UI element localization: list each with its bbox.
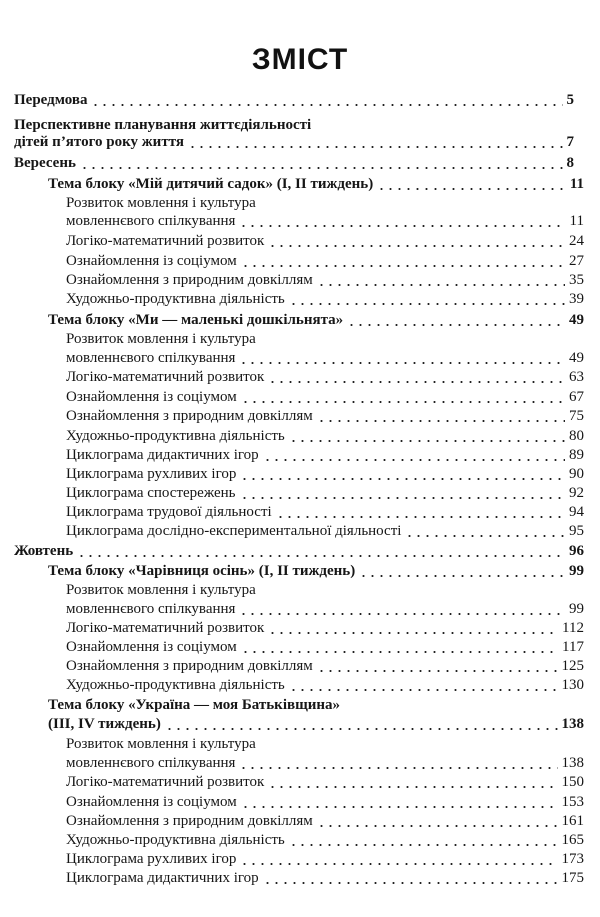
dot-leader <box>317 824 558 828</box>
toc-entry-title: Ознайомлення з природним довкіллям <box>66 813 313 829</box>
toc-entry-page: 27 <box>569 253 584 269</box>
toc-entry <box>66 521 584 541</box>
toc-entry-page: 175 <box>561 870 584 886</box>
dot-leader <box>240 477 565 481</box>
toc-entry-title: Передмова <box>14 92 88 108</box>
toc-entry-line <box>66 734 256 754</box>
toc-entry-title: Жовтень <box>14 543 74 559</box>
toc-entry <box>66 599 584 619</box>
toc-entry-page: 95 <box>569 523 584 539</box>
toc-entry-title: Циклограма спостережень <box>66 485 236 501</box>
toc-entry-title: Логіко-математичний розвиток <box>66 620 265 636</box>
toc-entry-page: 117 <box>562 639 584 655</box>
toc-entry-page: 90 <box>569 466 584 482</box>
toc-entry-title: Ознайомлення із соціумом <box>66 794 237 810</box>
toc-entry-title: Художньо-продуктивна діяльність <box>66 832 285 848</box>
dot-leader <box>241 805 558 809</box>
dot-leader <box>263 458 565 462</box>
toc-entry-title: Логіко-математичний розвиток <box>66 369 265 385</box>
dot-leader <box>239 361 565 365</box>
toc-entry-title: Вересень <box>14 155 76 171</box>
dot-leader <box>317 419 565 423</box>
toc-entry-title: мовленнєвого спілкування <box>66 213 236 229</box>
dot-leader <box>359 574 565 578</box>
dot-leader <box>347 323 565 327</box>
toc-entry-page: 39 <box>569 291 584 307</box>
toc-entry <box>66 387 584 407</box>
toc-entry-line <box>66 329 256 349</box>
toc-entry <box>66 772 584 792</box>
toc-entry <box>66 270 584 290</box>
toc-entry-page: 165 <box>561 832 584 848</box>
toc-entry <box>14 132 574 152</box>
toc-entry-title: Ознайомлення з природним довкіллям <box>66 658 313 674</box>
toc-entry-page: 67 <box>569 389 584 405</box>
toc-entry-page: 49 <box>569 312 584 328</box>
dot-leader <box>239 766 557 770</box>
toc-entry <box>66 675 584 695</box>
toc-entry <box>48 174 584 194</box>
toc-entry-page: 11 <box>569 176 584 192</box>
toc-entry <box>14 90 574 110</box>
toc-entry-title: Тема блоку «Україна — моя Батьківщина» <box>48 697 341 713</box>
dot-leader <box>80 166 563 170</box>
dot-leader <box>289 688 558 692</box>
toc-entry-line <box>66 580 256 600</box>
toc-entry-title: мовленнєвого спілкування <box>66 601 236 617</box>
toc-entry-title: Тема блоку «Ми — маленькі дошкільнята» <box>48 312 344 328</box>
dot-leader <box>405 534 565 538</box>
toc-entry <box>66 464 584 484</box>
dot-leader <box>276 515 565 519</box>
dot-leader <box>289 302 565 306</box>
toc-entry-page: 150 <box>561 774 584 790</box>
toc-entry-title: Ознайомлення із соціумом <box>66 639 237 655</box>
toc-entry-title: Циклограма трудової діяльності <box>66 504 272 520</box>
toc-entry-title: Циклограма дидактичних ігор <box>66 870 259 886</box>
toc-entry-line <box>66 193 256 213</box>
toc-entry-title: Тема блоку «Чарівниця осінь» (I, II тиждень) <box>48 563 356 579</box>
toc-entry-page: 138 <box>561 716 584 732</box>
toc-entry-title: (III, IV тиждень) <box>48 716 161 732</box>
toc-entry-page: 5 <box>566 92 574 108</box>
toc-entry <box>66 618 584 638</box>
toc-entry <box>14 153 574 173</box>
toc-entry-page: 7 <box>566 134 574 150</box>
toc-entry-page: 35 <box>569 272 584 288</box>
toc-entry-page: 75 <box>569 408 584 424</box>
toc-entry-title: дітей п’ятого року життя <box>14 134 184 150</box>
toc-entry-title: Ознайомлення з природним довкіллям <box>66 272 313 288</box>
toc-entry <box>66 367 584 387</box>
toc-entry-page: 63 <box>569 369 584 385</box>
toc-entry-title: Логіко-математичний розвиток <box>66 774 265 790</box>
dot-leader <box>188 145 563 149</box>
dot-leader <box>91 103 562 107</box>
toc-entry <box>66 792 584 812</box>
toc-entry-line <box>48 695 340 715</box>
dot-leader <box>263 881 558 885</box>
toc-entry <box>66 289 584 309</box>
toc-entry-page: 49 <box>569 350 584 366</box>
toc-entry-page: 161 <box>561 813 584 829</box>
toc-entry-title: Циклограма рухливих ігор <box>66 466 237 482</box>
toc-entry-title: мовленнєвого спілкування <box>66 350 236 366</box>
toc-entry <box>48 561 584 581</box>
toc-entry-title: Ознайомлення із соціумом <box>66 253 237 269</box>
toc-entry <box>66 445 584 465</box>
toc-entry-title: Розвиток мовлення і культура <box>66 582 256 598</box>
dot-leader <box>241 400 565 404</box>
dot-leader <box>165 727 558 731</box>
toc-entry-title: мовленнєвого спілкування <box>66 755 236 771</box>
toc-entry-title: Тема блоку «Мій дитячий садок» (I, II тиждень) <box>48 176 374 192</box>
dot-leader <box>317 669 558 673</box>
toc-entry <box>66 348 584 368</box>
toc-entry-title: Логіко-математичний розвиток <box>66 233 265 249</box>
toc-entry-page: 173 <box>561 851 584 867</box>
page-title: ЗМІСТ <box>251 43 349 76</box>
toc-entry-page: 89 <box>569 447 584 463</box>
toc-entry-title: Ознайомлення з природним довкіллям <box>66 408 313 424</box>
dot-leader <box>268 631 558 635</box>
toc-entry <box>66 811 584 831</box>
toc-entry <box>66 637 584 657</box>
dot-leader <box>289 843 558 847</box>
toc-entry-page: 8 <box>566 155 574 171</box>
toc-entry-title: Розвиток мовлення і культура <box>66 195 256 211</box>
toc-entry <box>66 483 584 503</box>
toc-entry-page: 130 <box>561 677 584 693</box>
toc-entry <box>66 656 584 676</box>
dot-leader <box>268 785 557 789</box>
toc-entry <box>66 426 584 446</box>
toc-entry-page: 24 <box>569 233 584 249</box>
toc-entry-title: Розвиток мовлення і культура <box>66 736 256 752</box>
toc-entry <box>48 310 584 330</box>
toc-entry <box>66 868 584 888</box>
toc-entry-page: 153 <box>561 794 584 810</box>
toc-entry <box>48 714 584 734</box>
dot-leader <box>240 496 565 500</box>
toc-entry-page: 96 <box>569 543 584 559</box>
dot-leader <box>239 612 565 616</box>
toc-entry-title: Циклограма дидактичних ігор <box>66 447 259 463</box>
toc-entry-title: Художньо-продуктивна діяльність <box>66 677 285 693</box>
toc-entry-page: 92 <box>569 485 584 501</box>
dot-leader <box>77 554 565 558</box>
toc-entry-title: Розвиток мовлення і культура <box>66 331 256 347</box>
toc-entry <box>66 753 584 773</box>
dot-leader <box>377 187 566 191</box>
toc-entry-page: 94 <box>569 504 584 520</box>
dot-leader <box>241 264 565 268</box>
dot-leader <box>289 439 565 443</box>
toc-entry-page: 112 <box>562 620 584 636</box>
toc-entry-page: 125 <box>561 658 584 674</box>
toc-entry <box>66 406 584 426</box>
toc-entry-title: Циклограма рухливих ігор <box>66 851 237 867</box>
toc-entry <box>66 251 584 271</box>
toc-entry <box>66 830 584 850</box>
toc-entry-title: Циклограма дослідно-експериментальної діяльності <box>66 523 402 539</box>
toc-entry-page: 99 <box>569 601 584 617</box>
toc-entry-title: Художньо-продуктивна діяльність <box>66 428 285 444</box>
toc-entry-title: Перспективне планування життєдіяльності <box>14 117 312 133</box>
toc-entry-title: Ознайомлення із соціумом <box>66 389 237 405</box>
dot-leader <box>240 862 557 866</box>
toc-entry <box>66 211 584 231</box>
toc-entry <box>14 541 584 561</box>
dot-leader <box>268 380 565 384</box>
toc-entry-page: 11 <box>569 213 584 229</box>
dot-leader <box>241 650 558 654</box>
toc-entry <box>66 849 584 869</box>
toc-entry-page: 99 <box>569 563 584 579</box>
dot-leader <box>239 224 565 228</box>
toc-entry <box>66 502 584 522</box>
dot-leader <box>268 244 565 248</box>
toc-entry-title: Художньо-продуктивна діяльність <box>66 291 285 307</box>
toc-entry-page: 80 <box>569 428 584 444</box>
toc-entry-page: 138 <box>561 755 584 771</box>
dot-leader <box>317 283 565 287</box>
toc-entry <box>66 231 584 251</box>
